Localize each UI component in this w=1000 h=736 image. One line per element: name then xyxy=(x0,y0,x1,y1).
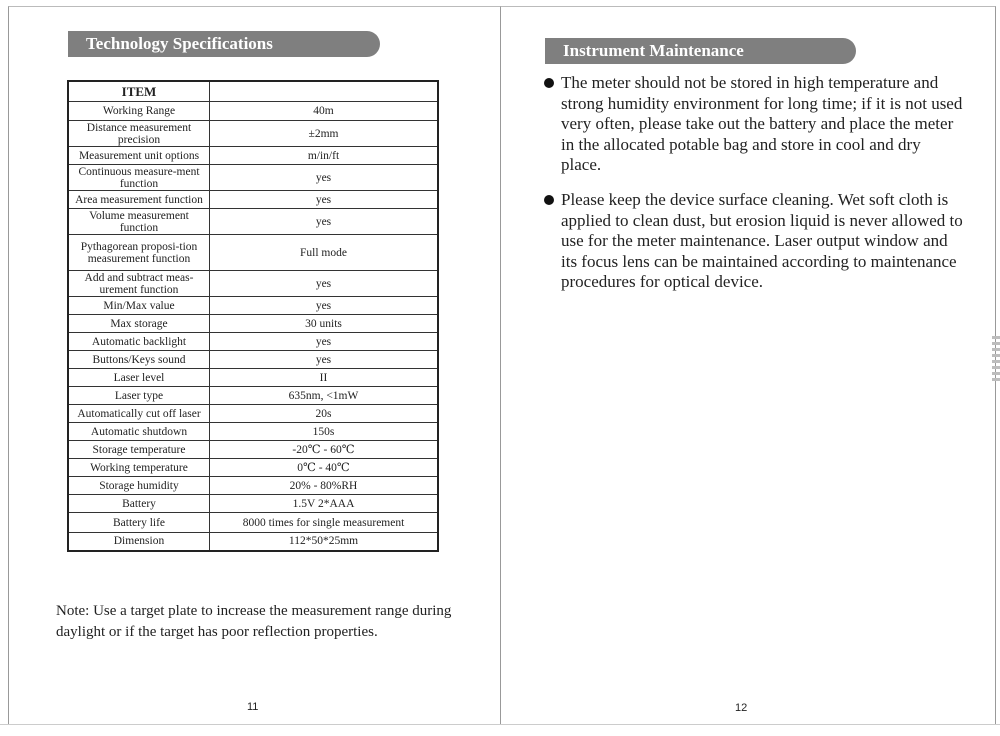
list-item xyxy=(544,190,964,293)
table-row xyxy=(68,495,438,513)
bullet-text: The meter should not be stored in high temperature and strong humidity environment for long time; if it is not used very often, please take out the battery and place the meter in the allocated potable bag and store in cool and dry place. xyxy=(561,73,963,174)
table-row xyxy=(68,423,438,441)
spec-item-cell: Battery life xyxy=(68,513,210,533)
section-header-maintenance: Instrument Maintenance xyxy=(545,38,856,64)
right-page xyxy=(500,6,996,725)
spec-value-cell: yes xyxy=(210,351,439,369)
spec-value-cell: II xyxy=(210,369,439,387)
table-row xyxy=(68,315,438,333)
spec-item-cell: Measurement unit options xyxy=(68,147,210,165)
table-header-item: ITEM xyxy=(68,81,210,102)
table-row xyxy=(68,121,438,147)
spec-value-cell: yes xyxy=(210,297,439,315)
spec-value-cell: 635nm, <1mW xyxy=(210,387,439,405)
spec-value-cell: 8000 times for single measurement xyxy=(210,513,439,533)
spec-value-cell: 20s xyxy=(210,405,439,423)
table-header-row xyxy=(68,81,438,102)
section-header-tech-specs: Technology Specifications xyxy=(68,31,380,57)
spec-item-cell: Laser type xyxy=(68,387,210,405)
spec-item-cell: Dimension xyxy=(68,533,210,551)
spec-table-body xyxy=(68,102,438,551)
spec-value-cell: yes xyxy=(210,271,439,297)
table-row xyxy=(68,441,438,459)
left-page xyxy=(8,6,501,725)
spec-table xyxy=(67,80,439,552)
spec-item-cell: Max storage xyxy=(68,315,210,333)
table-row xyxy=(68,351,438,369)
spec-item-cell: Add and subtract meas-urement function xyxy=(68,271,210,297)
spec-item-cell: Storage humidity xyxy=(68,477,210,495)
spec-value-cell: yes xyxy=(210,333,439,351)
bullet-icon xyxy=(544,195,554,205)
spec-item-cell: Working temperature xyxy=(68,459,210,477)
spec-value-cell: yes xyxy=(210,165,439,191)
table-row xyxy=(68,477,438,495)
table-row xyxy=(68,459,438,477)
spec-item-cell: Min/Max value xyxy=(68,297,210,315)
page-number: 12 xyxy=(735,702,748,714)
spec-item-cell: Automatic shutdown xyxy=(68,423,210,441)
table-row xyxy=(68,271,438,297)
table-row xyxy=(68,533,438,551)
table-row xyxy=(68,102,438,121)
spec-item-cell: Working Range xyxy=(68,102,210,121)
table-row xyxy=(68,147,438,165)
spec-value-cell: ±2mm xyxy=(210,121,439,147)
spec-value-cell: yes xyxy=(210,191,439,209)
spec-value-cell: m/in/ft xyxy=(210,147,439,165)
note-text: Note: Use a target plate to increase the measurement range during daylight or if the target has poor reflection properties. xyxy=(56,603,452,640)
spec-value-cell: yes xyxy=(210,209,439,235)
table-row xyxy=(68,369,438,387)
spec-value-cell: 112*50*25mm xyxy=(210,533,439,551)
spec-item-cell: Distance measurement precision xyxy=(68,121,210,147)
spec-value-cell: 30 units xyxy=(210,315,439,333)
table-row xyxy=(68,235,438,271)
table-row xyxy=(68,165,438,191)
bullet-icon xyxy=(544,78,554,88)
table-row xyxy=(68,513,438,533)
table-row xyxy=(68,297,438,315)
table-row xyxy=(68,387,438,405)
spec-value-cell: 20% - 80%RH xyxy=(210,477,439,495)
spec-item-cell: Battery xyxy=(68,495,210,513)
table-row xyxy=(68,333,438,351)
spec-item-cell: Continuous measure-ment function xyxy=(68,165,210,191)
spec-item-cell: Pythagorean proposi-tion measurement function xyxy=(68,235,210,271)
table-row xyxy=(68,191,438,209)
spec-item-cell: Volume measurement function xyxy=(68,209,210,235)
page-number: 11 xyxy=(247,701,259,713)
spec-item-cell: Automatic backlight xyxy=(68,333,210,351)
spec-item-cell: Area measurement function xyxy=(68,191,210,209)
table-row xyxy=(68,405,438,423)
table-header-value xyxy=(210,81,439,102)
table-row xyxy=(68,209,438,235)
spec-item-cell: Buttons/Keys sound xyxy=(68,351,210,369)
spec-value-cell: 150s xyxy=(210,423,439,441)
spec-value-cell: Full mode xyxy=(210,235,439,271)
spec-value-cell: 0℃ - 40℃ xyxy=(210,459,439,477)
spec-item-cell: Automatically cut off laser xyxy=(68,405,210,423)
spec-value-cell: 1.5V 2*AAA xyxy=(210,495,439,513)
spec-value-cell: 40m xyxy=(210,102,439,121)
spec-value-cell: -20℃ - 60℃ xyxy=(210,441,439,459)
spec-item-cell: Storage temperature xyxy=(68,441,210,459)
bullet-text: Please keep the device surface cleaning. Wet soft cloth is applied to clean dust, but erosion liquid is never allowed to use for the meter maintenance. Laser output window and its focus lens can be maintained according to maintenance procedures for optical device. xyxy=(561,190,963,291)
page-edge-marks xyxy=(992,336,1000,396)
divider xyxy=(0,724,1000,725)
spec-item-cell: Laser level xyxy=(68,369,210,387)
list-item xyxy=(544,73,964,176)
